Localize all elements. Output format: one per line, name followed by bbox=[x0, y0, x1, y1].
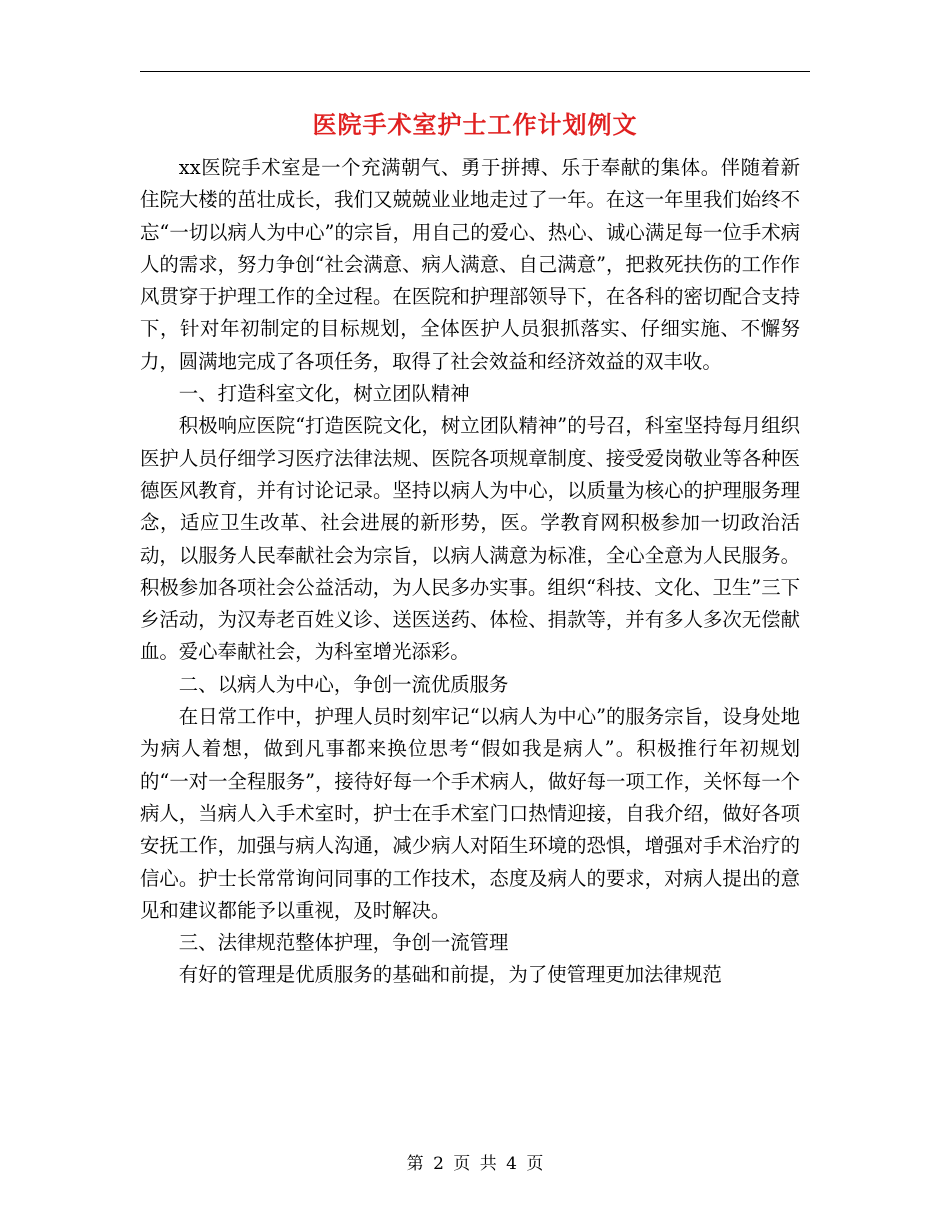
paragraph-section-1: 积极响应医院“打造医院文化，树立团队精神”的号召，科室坚持每月组织医护人员仔细学习医疗法律法规、医院各项规章制度、接受爱岗敬业等各种医德医风教育，并有讨论记录。坚持以病人为中心，以质量为核心的护理服务理念，适应卫生改革、社会进展的新形势，医。学教育网积极参加一切政治活动，以服务人民奉献社会为宗旨，以病人满意为标准，全心全意为人民服务。积极参加各项社会公益活动，为人民多办实事。组织“科技、文化、卫生”三下乡活动，为汉寿老百姓义诊、送医送药、体检、捐款等，并有多人多次无偿献血。爱心奉献社会，为科室增光添彩。 bbox=[140, 414, 800, 664]
document-body bbox=[140, 152, 800, 992]
section-heading-2: 二、以病人为中心，争创一流优质服务 bbox=[178, 672, 509, 696]
paragraph-intro: xx医院手术室是一个充满朝气、勇于拼搏、乐于奉献的集体。伴随着新住院大楼的茁壮成长，我们又兢兢业业地走过了一年。在这一年里我们始终不忘“一切以病人为中心”的宗旨，用自己的爱心、热心、诚心满足每一位手术病人的需求，努力争创“社会满意、病人满意、自己满意”，把救死扶伤的工作作风贯穿于护理工作的全过程。在医院和护理部领导下，在各科的密切配合支持下，针对年初制定的目标规划，全体医护人员狠抓落实、仔细实施、不懈努力，圆满地完成了各项任务，取得了社会效益和经济效益的双丰收。 bbox=[140, 156, 800, 373]
page-number-footer: 第 2 页 共 4 页 bbox=[406, 1154, 544, 1174]
header-rule bbox=[140, 71, 810, 72]
document-title: 医院手术室护士工作计划例文 bbox=[312, 110, 638, 139]
paragraph-section-3: 有好的管理是优质服务的基础和前提，为了使管理更加法律规范 bbox=[178, 963, 722, 987]
paragraph-section-2: 在日常工作中，护理人员时刻牢记“以病人为中心”的服务宗旨，设身处地为病人着想，做到凡事都来换位思考“假如我是病人”。积极推行年初规划的“一对一全程服务”，接待好每一个手术病人，做好每一项工作，关怀每一个病人，当病人入手术室时，护士在手术室门口热情迎接，自我介绍，做好各项安抚工作，加强与病人沟通，减少病人对陌生环境的恐惧，增强对手术治疗的信心。护士长常常询问同事的工作技术，态度及病人的要求，对病人提出的意见和建议都能予以重视，及时解决。 bbox=[140, 705, 800, 922]
section-heading-3: 三、法律规范整体护理，争创一流管理 bbox=[178, 931, 509, 955]
section-heading-1: 一、打造科室文化，树立团队精神 bbox=[178, 382, 470, 406]
